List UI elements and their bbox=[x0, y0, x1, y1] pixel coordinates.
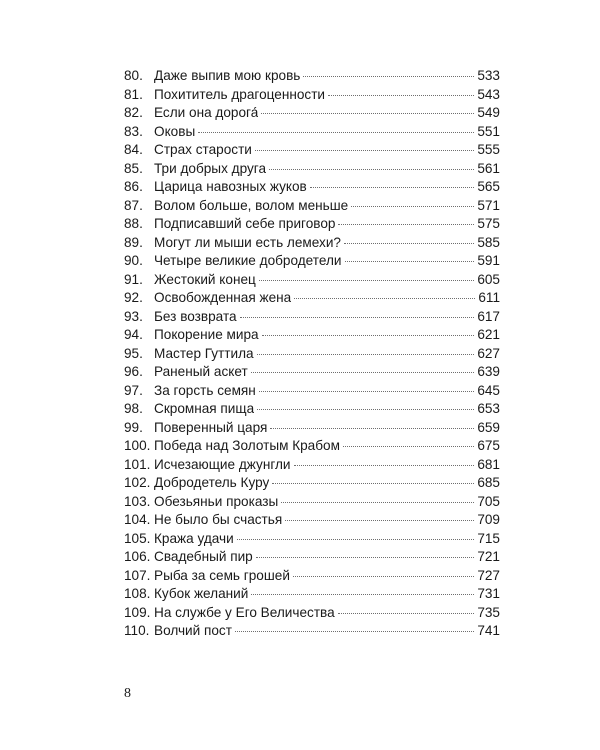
toc-entry-number: 88. bbox=[124, 216, 143, 231]
dot-leader bbox=[310, 187, 475, 188]
toc-entry-title: Кража удачи bbox=[154, 530, 234, 546]
toc-entry-title: Волом больше, волом меньше bbox=[154, 197, 349, 213]
toc-entry-page: 585 bbox=[477, 234, 500, 250]
toc-entry bbox=[124, 604, 500, 623]
toc-entry-number: 85. bbox=[124, 160, 143, 176]
toc-entry-title: Покорение мира bbox=[154, 327, 259, 342]
toc-entry-page: 675 bbox=[477, 438, 500, 453]
toc-entry-number: 103. bbox=[124, 493, 151, 509]
toc-entry-title: Поверенный царя bbox=[154, 419, 268, 435]
toc-entry bbox=[124, 178, 500, 197]
toc-entry bbox=[124, 363, 500, 382]
dot-leader bbox=[270, 428, 474, 429]
toc-entry-page: 549 bbox=[477, 105, 500, 120]
toc-entry-page: 681 bbox=[477, 456, 500, 472]
toc-entry-title: Свадебный пир bbox=[154, 549, 253, 564]
dot-leader bbox=[251, 372, 475, 373]
toc-entry-number: 91. bbox=[124, 271, 143, 287]
toc-entry-number: 82. bbox=[124, 105, 143, 120]
toc-entry-page: 575 bbox=[477, 216, 500, 231]
toc-entry bbox=[124, 419, 500, 438]
dot-leader bbox=[338, 224, 474, 225]
toc-entry-number: 106. bbox=[124, 549, 151, 564]
toc-entry bbox=[124, 160, 500, 179]
toc-entry-page: 621 bbox=[477, 327, 500, 342]
dot-leader bbox=[259, 391, 475, 392]
toc-entry-title: Исчезающие джунгли bbox=[154, 456, 291, 472]
toc-entry-number: 94. bbox=[124, 327, 143, 342]
toc-entry-number: 92. bbox=[124, 290, 143, 305]
toc-entry bbox=[124, 67, 500, 86]
dot-leader bbox=[294, 465, 475, 466]
toc-entry-number: 93. bbox=[124, 308, 143, 324]
toc-entry-number: 108. bbox=[124, 586, 151, 601]
toc-entry bbox=[124, 548, 500, 567]
toc-entry bbox=[124, 585, 500, 604]
toc-entry-page: 741 bbox=[477, 623, 500, 638]
toc-entry-title: Даже выпив мою кровь bbox=[154, 68, 301, 83]
toc-entry-title: Жестокий конец bbox=[154, 271, 256, 287]
toc-entry bbox=[124, 530, 500, 549]
toc-entry-number: 98. bbox=[124, 401, 143, 416]
dot-leader bbox=[259, 280, 475, 281]
page-number: 8 bbox=[124, 686, 131, 701]
dot-leader bbox=[351, 206, 474, 207]
toc-entry-page: 551 bbox=[477, 123, 500, 139]
toc-entry-page: 735 bbox=[477, 604, 500, 620]
toc-entry-title: Похититель драгоценности bbox=[154, 86, 326, 102]
toc-entry-title: На службе у Его Величества bbox=[154, 604, 335, 620]
toc-entry-page: 715 bbox=[477, 530, 500, 546]
toc-entry-page: 645 bbox=[477, 382, 500, 398]
dot-leader bbox=[338, 613, 475, 614]
toc-entry bbox=[124, 400, 500, 419]
toc-entry-title: Четыре великие добродетели bbox=[154, 253, 342, 268]
dot-leader bbox=[235, 631, 474, 632]
toc-entry bbox=[124, 141, 500, 160]
dot-leader bbox=[293, 576, 474, 577]
toc-entry-page: 685 bbox=[477, 475, 500, 490]
toc-entry-title: Волчий пост bbox=[154, 623, 232, 638]
dot-leader bbox=[237, 539, 475, 540]
toc-entry-page: 705 bbox=[477, 493, 500, 509]
toc-entry-page: 653 bbox=[477, 401, 500, 416]
toc-entry-number: 102. bbox=[124, 475, 151, 490]
toc-entry-page: 591 bbox=[477, 253, 500, 268]
toc-entry-title: Кубок желаний bbox=[154, 586, 249, 601]
dot-leader bbox=[255, 150, 474, 151]
toc-entry-page: 659 bbox=[477, 419, 500, 435]
toc-entry-page: 533 bbox=[477, 68, 500, 83]
toc-entry-title: Обезьяньи проказы bbox=[154, 493, 279, 509]
toc-entry-number: 89. bbox=[124, 234, 143, 250]
toc-entry-page: 709 bbox=[477, 512, 500, 527]
toc-entry-title: Три добрых друга bbox=[154, 160, 267, 176]
toc-entry bbox=[124, 474, 500, 493]
toc-entry bbox=[124, 86, 500, 105]
dot-leader bbox=[281, 502, 474, 503]
toc-entry-number: 90. bbox=[124, 253, 143, 268]
dot-leader bbox=[257, 354, 475, 355]
toc-entry bbox=[124, 104, 500, 123]
toc-entry-page: 543 bbox=[477, 86, 500, 102]
toc-entry-title: Без возврата bbox=[154, 308, 237, 324]
toc-entry bbox=[124, 622, 500, 641]
toc-entry-number: 83. bbox=[124, 123, 143, 139]
toc-entry bbox=[124, 456, 500, 475]
dot-leader bbox=[257, 409, 474, 410]
toc-entry-number: 105. bbox=[124, 530, 151, 546]
toc-entry-title: Рыба за семь грошей bbox=[154, 567, 290, 583]
toc-entry bbox=[124, 308, 500, 327]
toc-entry-page: 627 bbox=[477, 345, 500, 361]
dot-leader bbox=[269, 169, 474, 170]
toc-entry-page: 571 bbox=[477, 197, 500, 213]
toc-entry-number: 104. bbox=[124, 512, 151, 527]
toc-entry-title: Раненый аскет bbox=[154, 364, 248, 379]
toc-entry bbox=[124, 493, 500, 512]
dot-leader bbox=[256, 557, 475, 558]
dot-leader bbox=[272, 483, 474, 484]
dot-leader bbox=[251, 594, 474, 595]
toc-entry-number: 110. bbox=[124, 623, 150, 638]
toc-entry-title: Оковы bbox=[154, 123, 196, 139]
toc-entry-title: Мастер Гуттила bbox=[154, 345, 254, 361]
toc-entry-title: Если она дорога́ bbox=[154, 105, 259, 120]
toc-entry bbox=[124, 345, 500, 364]
toc-entry-title: За горсть семян bbox=[154, 382, 256, 398]
dot-leader bbox=[261, 113, 474, 114]
toc-entry bbox=[124, 289, 500, 308]
toc-entry-title: Освобожденная жена bbox=[154, 290, 292, 305]
toc-entry bbox=[124, 252, 500, 271]
dot-leader bbox=[303, 76, 474, 77]
dot-leader bbox=[198, 132, 474, 133]
dot-leader bbox=[285, 520, 474, 521]
dot-leader bbox=[262, 335, 475, 336]
toc-entry bbox=[124, 511, 500, 530]
toc-entry bbox=[124, 215, 500, 234]
toc-entry-title: Победа над Золотым Крабом bbox=[154, 438, 340, 453]
toc-entry bbox=[124, 197, 500, 216]
toc-entry-title: Не было бы счастья bbox=[154, 512, 283, 527]
toc-entry-page: 561 bbox=[477, 160, 500, 176]
toc-entry-title: Скромная пища bbox=[154, 401, 255, 416]
toc-entry-number: 107. bbox=[124, 567, 151, 583]
toc-entry-number: 86. bbox=[124, 179, 143, 194]
toc-entry-title: Могут ли мыши есть лемехи? bbox=[154, 234, 341, 250]
toc-entry-title: Царица навозных жуков bbox=[154, 179, 307, 194]
toc-entry bbox=[124, 567, 500, 586]
dot-leader bbox=[343, 446, 474, 447]
toc-entry-number: 97. bbox=[124, 382, 143, 398]
table-of-contents bbox=[124, 67, 500, 641]
toc-entry-page: 639 bbox=[477, 364, 500, 379]
dot-leader bbox=[328, 95, 474, 96]
dot-leader bbox=[240, 317, 475, 318]
toc-entry bbox=[124, 382, 500, 401]
toc-entry-page: 565 bbox=[477, 179, 500, 194]
toc-entry-page: 611 bbox=[478, 290, 500, 305]
dot-leader bbox=[294, 298, 475, 299]
toc-entry bbox=[124, 271, 500, 290]
toc-entry-page: 617 bbox=[477, 308, 500, 324]
toc-entry bbox=[124, 326, 500, 345]
toc-entry-number: 84. bbox=[124, 142, 143, 157]
toc-entry bbox=[124, 234, 500, 253]
toc-entry bbox=[124, 123, 500, 142]
toc-entry-title: Добродетель Куру bbox=[154, 475, 270, 490]
toc-entry-number: 100. bbox=[124, 438, 151, 453]
toc-entry-number: 101. bbox=[124, 456, 151, 472]
dot-leader bbox=[345, 261, 475, 262]
toc-entry bbox=[124, 437, 500, 456]
toc-entry-title: Подписавший себе приговор bbox=[154, 216, 336, 231]
toc-entry-number: 81. bbox=[124, 86, 143, 102]
toc-entry-number: 95. bbox=[124, 345, 143, 361]
toc-entry-title: Страх старости bbox=[154, 142, 252, 157]
toc-entry-page: 727 bbox=[477, 567, 500, 583]
toc-entry-page: 721 bbox=[477, 549, 500, 564]
toc-entry-number: 80. bbox=[124, 68, 143, 83]
toc-entry-number: 87. bbox=[124, 197, 143, 213]
toc-entry-number: 99. bbox=[124, 419, 143, 435]
toc-entry-page: 555 bbox=[477, 142, 500, 157]
toc-entry-number: 109. bbox=[124, 604, 151, 620]
toc-entry-number: 96. bbox=[124, 364, 143, 379]
dot-leader bbox=[344, 243, 474, 244]
toc-entry-page: 605 bbox=[477, 271, 500, 287]
toc-entry-page: 731 bbox=[477, 586, 500, 601]
